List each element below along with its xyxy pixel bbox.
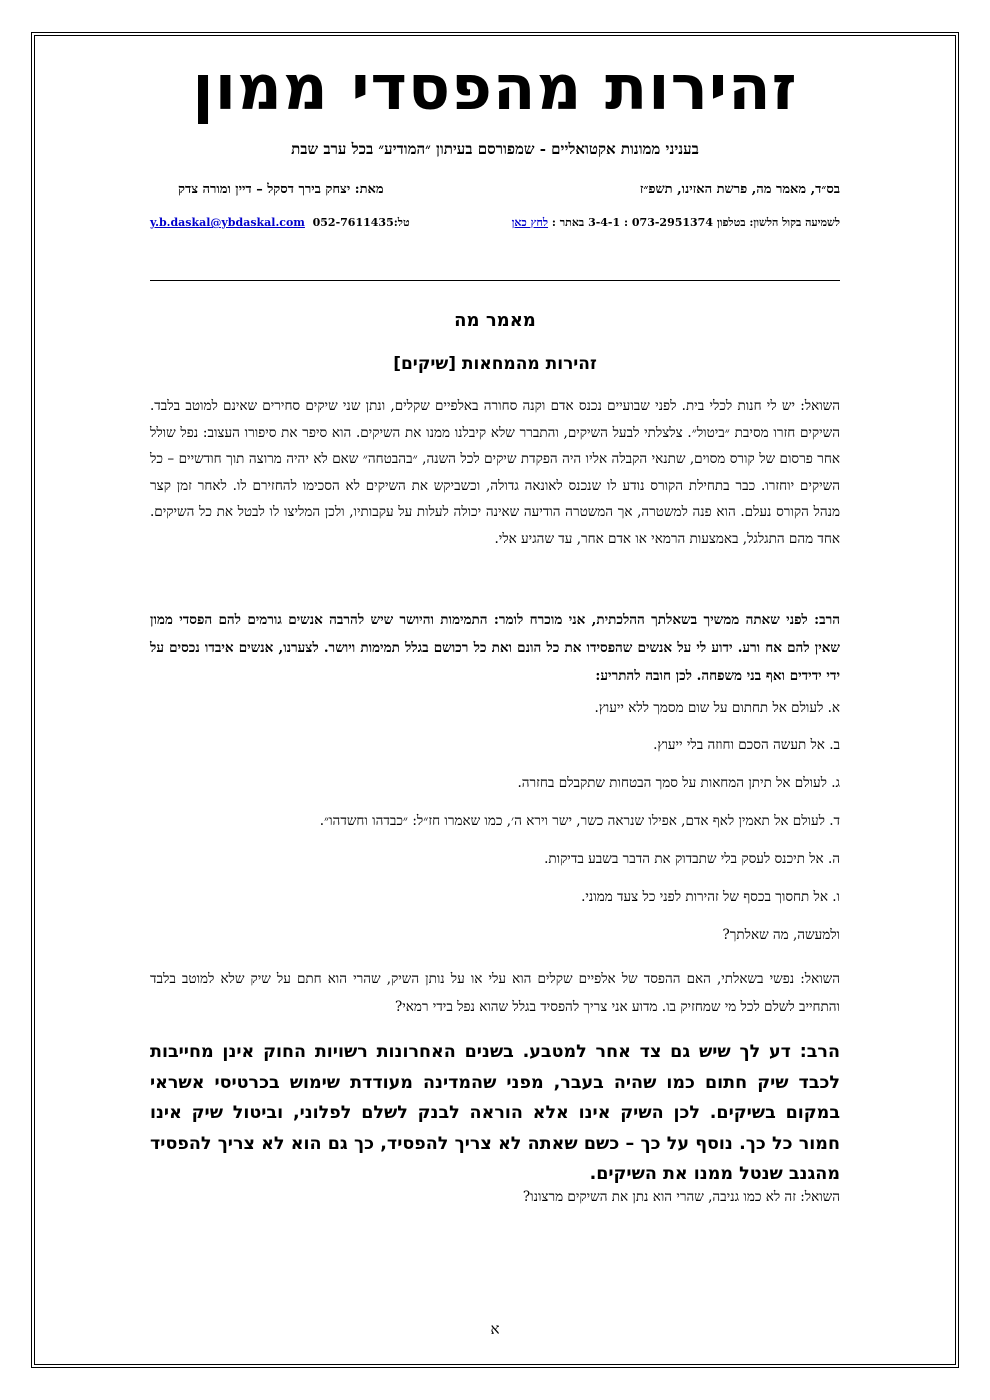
phone-number: טל:052-7611435	[312, 216, 410, 229]
header-divider	[150, 280, 840, 281]
question-paragraph-2: השואל: נפשי בשאלתי, האם ההפסד של אלפיים שקלים הוא עלי או על נותן השיק, שהרי הוא חתם על שיק שלא למוטב בלבד והתחייב לשלם לכל מי שמחזיק בו. מדוע אני צריך להפסיד בגלל שהוא נפל בידי רמאי?	[150, 971, 840, 1015]
page-number: א	[490, 1320, 500, 1338]
article-heading: מאמר מה	[454, 310, 536, 331]
list-item: ד. לעולם אל תאמין לאף אדם, אפילו שנראה כשר, ישר וירא ה׳, כמו שאמרו חז״ל: ״כבדהו וחשדהו״.	[319, 813, 840, 829]
contact-audio	[512, 216, 840, 229]
article-subheading: זהירות מהמחאות [שיקים]	[393, 354, 597, 374]
answer-paragraph: הרב: לפני שאתה ממשיך בשאלתך ההלכתית, אני מוכרח לומר: התמימות והיושר שיש להרבה אנשים גורמים להם הפסדי ממון שאין להם אח ורע. ידוע לי על אנשים שהפסידו את כל הונם ואת כל רכושם בגלל תמימות ויושר. לצערנו, אנשים איבדו נכסים על ידי ידידים ואף בני משפחה. לכן חובה להתריע:	[150, 612, 840, 684]
newsletter-title: זהירות מהפסדי ממון	[192, 51, 798, 124]
list-item: ג. לעולם אל תיתן המחאות על סמך הבטחות שתקבלם בחזרה.	[517, 775, 840, 791]
list-item: ו. אל תחסוך בכסף של זהירות לפני כל צעד ממוני.	[581, 889, 840, 905]
contact-line	[150, 216, 840, 236]
question-paragraph: השואל: יש לי חנות לכלי בית. לפני שבועיים נכנס אדם וקנה סחורה באלפיים שקלים, ונתן שני שיקים סחירים שאינם למוטב בלבד. השיקים חזרו מסיבת ״ביטול״. צלצלתי לבעל השיקים, והתברר שלא קיבלנו ממנו את השיקים. הוא סיפר את סיפורו העצוב: נפל שולל אחר פרסום של קורס מסוים, שתנאי הקבלה אליו היה הפקדת שיקים לכל השנה, ״בהבטחה״ שאם לא יהיה מרוצה תוך חודשיים – כל השיקים יוחזרו. כבר בתחילת הקורס נודע לו שנכנס לאונאה גדולה, וכשביקש את השיקים לא הסכימו להחזירם לו. לאחר זמן קצר מנהל הקורס נעלם. הוא פנה למשטרה, אך המשטרה הודיעה שאינה יכולה לעלות על עקבותיו, ולכן המליצו לו לבטל את כל השיקים. אחד מהם התגלגל, באמצעות הרמאי או אדם אחר, עד שהגיע אלי.	[150, 398, 840, 547]
author-line: מאת: יצחק בירך דסקל – דיין ומורה צדק	[178, 182, 384, 197]
answer-paragraph-2: הרב: דע לך שיש גם צד אחר למטבע. בשנים האחרונות רשויות החוק אינן מחייבות לכבד שיק חתום כמו שהיה בעבר, מפני שהמדינה מעודדת שימוש בכרטיסי אשראי במקום בשיקים. לכן השיק אינו אלא הוראה לבנק לשלם לפלוני, וביטול שיק אינו חמור כל כך. נוסף על כך – כשם שאתה לא צריך להפסיד, כך גם הוא לא צריך להפסיד מהגנב שנטל ממנו את השיקים.	[150, 1042, 840, 1184]
list-item: ב. אל תעשה הסכם וחוזה בלי ייעוץ.	[653, 737, 840, 753]
list-item: ה. אל תיכנס לעסק בלי שתבדוק את הדבר בשבע בדיקות.	[544, 851, 840, 867]
list-item: א. לעולם אל תחתום על שום מסמך ללא ייעוץ.	[594, 700, 840, 716]
contact-audio-text: לשמיעה בקול הלשון: בטלפון 073-2951374 : 3-4-1 באתר :	[548, 216, 840, 229]
newsletter-subtitle: בעניני ממונות אקטואליים - שמפורסם בעיתון ״המודיע״ בכל ערב שבת	[291, 140, 699, 158]
date-line: בס״ד, מאמר מה, פרשת האזינו, תשפ״ז	[639, 182, 840, 197]
contact-email-phone	[150, 216, 410, 229]
click-here-link[interactable]: לחץ כאן	[511, 216, 549, 229]
question-paragraph-3: השואל: זה לא כמו גניבה, שהרי הוא נתן את השיקים מרצונו?	[522, 1189, 840, 1205]
email-link[interactable]: y.b.daskal@ybdaskal.com	[150, 216, 305, 229]
followup-question: ולמעשה, מה שאלתך?	[722, 927, 840, 943]
